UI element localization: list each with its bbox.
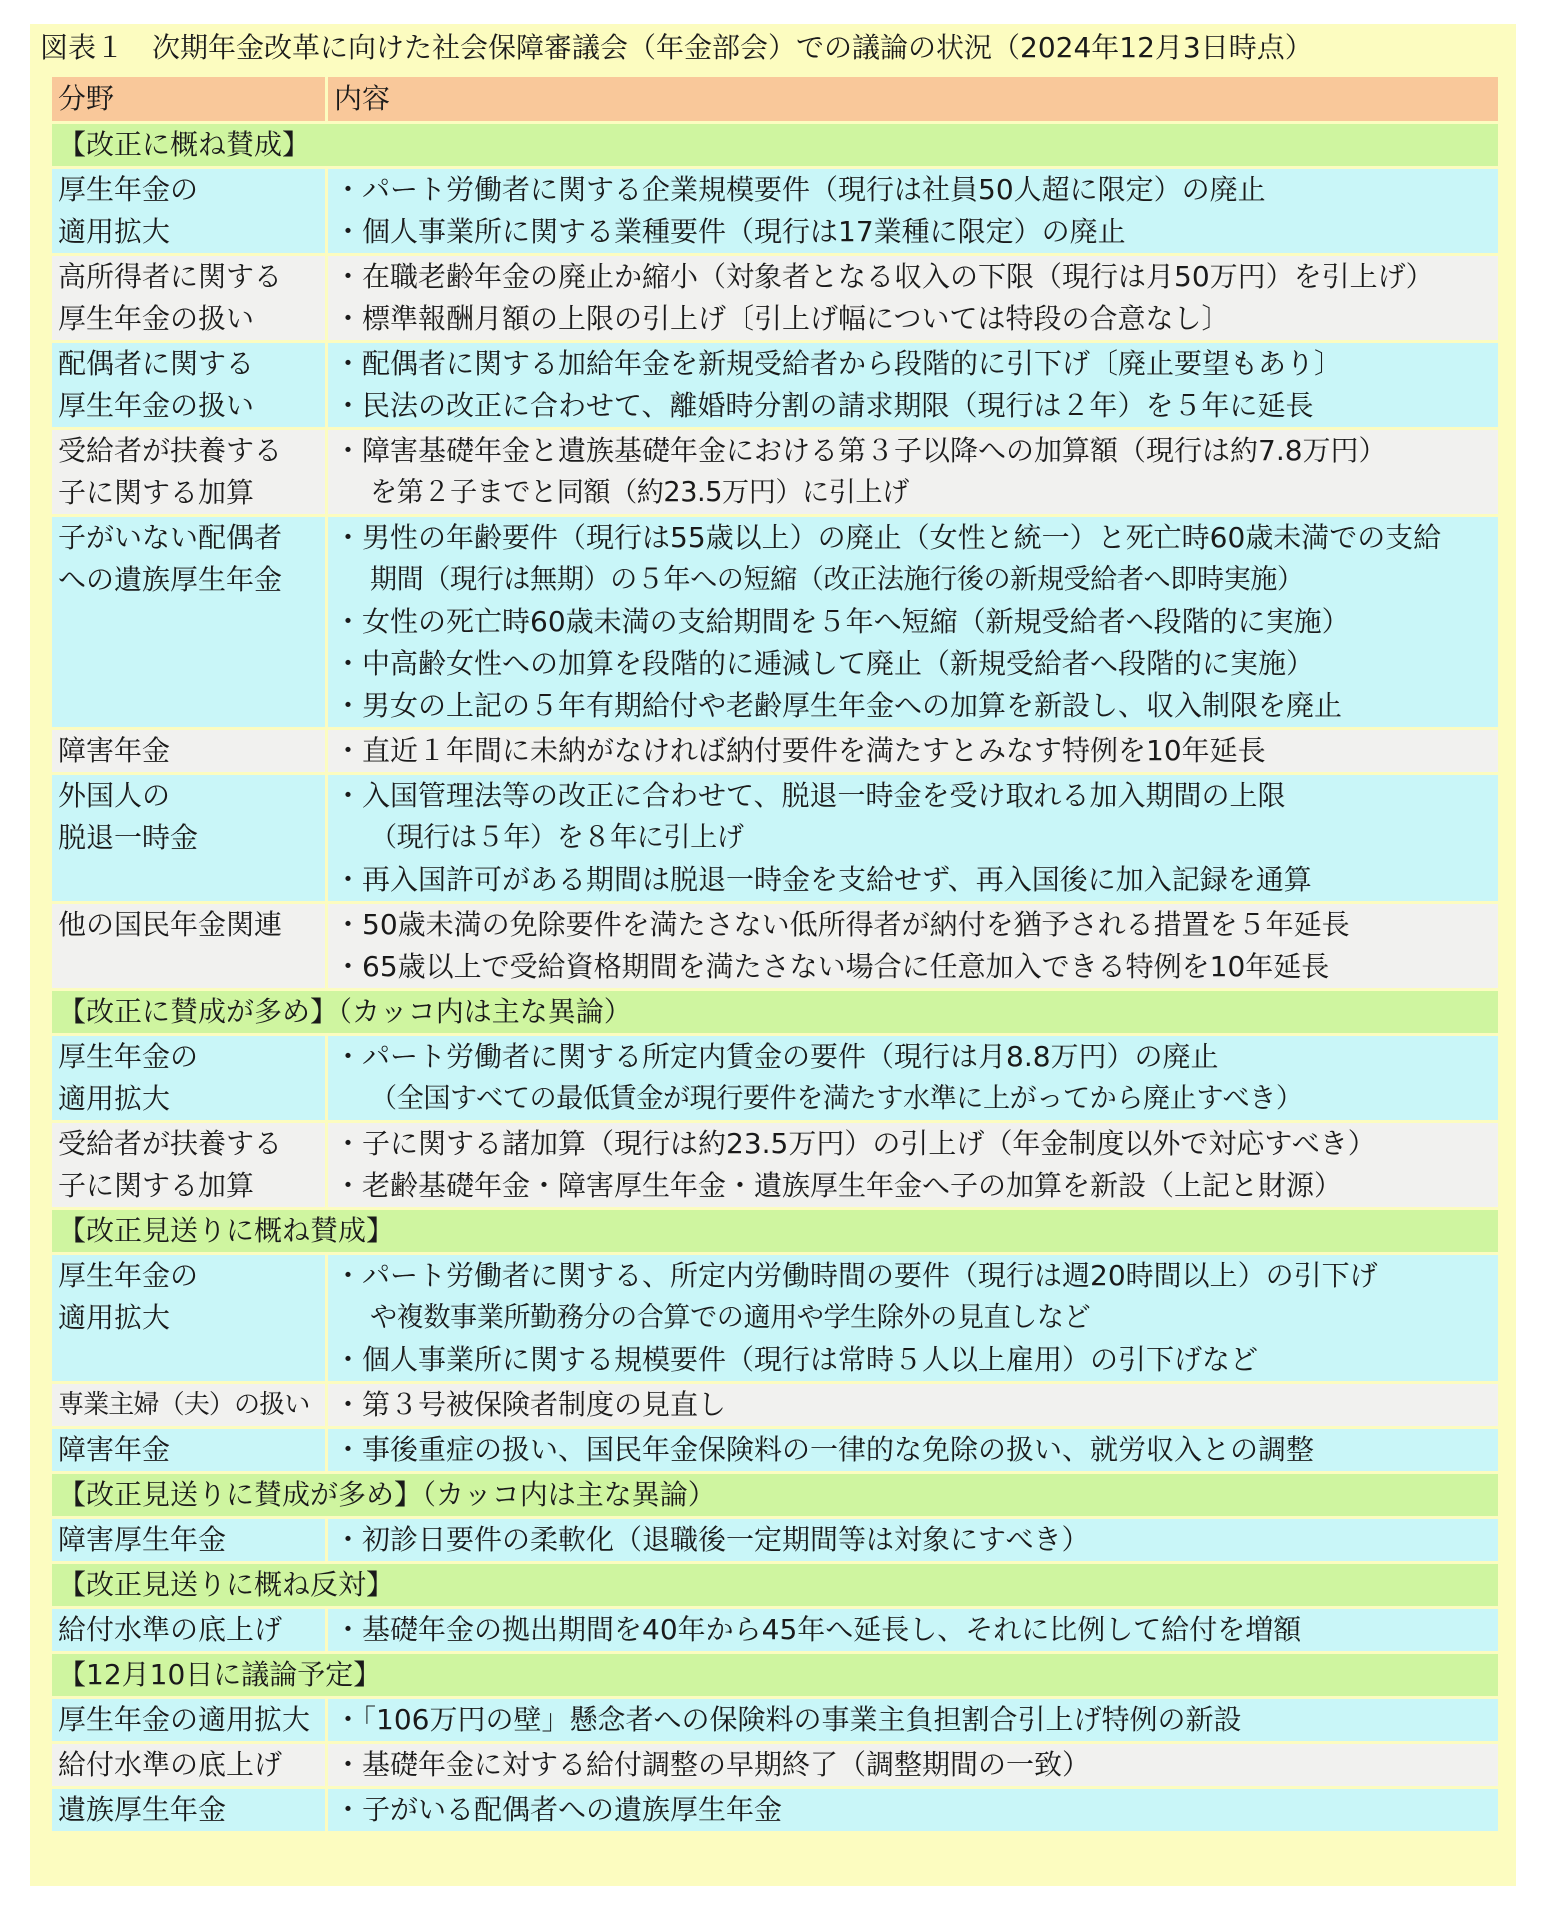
field-line: 厚生年金の: [58, 1040, 199, 1073]
section-label: 【改正見送りに賛成が多め】（カッコ内は主な異論）: [52, 1474, 1498, 1516]
content-item: ・事後重症の扱い、国民年金保険料の一律的な免除の扱い、就労収入との調整: [334, 1433, 1315, 1466]
field-cell: [52, 904, 328, 988]
table-row: [52, 1384, 1498, 1426]
content-item: ・中高齢女性への加算を段階的に逓減して廃止（新規受給者へ段階的に実施）: [334, 647, 1315, 680]
field-line: 受給者が扶養する: [58, 1127, 283, 1160]
table-row: [52, 1429, 1498, 1471]
field-line: 厚生年金の扱い: [58, 389, 255, 422]
field-cell: [52, 343, 328, 427]
field-line: 厚生年金の適用拡大: [58, 1703, 311, 1736]
field-line: 適用拡大: [58, 1301, 171, 1334]
content-item: ・男女の上記の５年有期給付や老齢厚生年金への加算を新設し、収入制限を廃止: [334, 689, 1343, 722]
content-item: を第２子までと同額（約23.5万円）に引上げ: [370, 477, 909, 508]
section-row: [52, 1474, 1498, 1516]
field-line: 適用拡大: [58, 215, 171, 248]
content-cell: [328, 1609, 1498, 1651]
content-item: ・基礎年金の拠出期間を40年から45年へ延長し、それに比例して給付を増額: [334, 1613, 1302, 1646]
table-row: [52, 904, 1498, 988]
field-line: 障害厚生年金: [58, 1523, 227, 1556]
content-cell: [328, 1744, 1498, 1786]
field-cell: [52, 169, 328, 253]
field-cell: [52, 1699, 328, 1741]
content-cell: [328, 1519, 1498, 1561]
content-item: ・直近１年間に未納がなければ納付要件を満たすとみなす特例を10年延長: [334, 734, 1266, 767]
field-line: 障害年金: [58, 1433, 171, 1466]
field-cell: [52, 1744, 328, 1786]
content-cell: [328, 1036, 1498, 1120]
table-row: [52, 1699, 1498, 1741]
content-item: ・入国管理法等の改正に合わせて、脱退一時金を受け取れる加入期間の上限: [334, 779, 1286, 812]
section-row: [52, 124, 1498, 166]
section-label: 【改正見送りに概ね反対】: [52, 1564, 1498, 1606]
field-cell: [52, 1255, 328, 1381]
content-cell: [328, 1384, 1498, 1426]
field-line: 脱退一時金: [58, 821, 199, 854]
content-item: ・子に関する諸加算（現行は約23.5万円）の引上げ（年金制度以外で対応すべき）: [334, 1127, 1376, 1160]
field-line: 高所得者に関する: [58, 260, 283, 293]
table-row: [52, 256, 1498, 340]
content-cell: [328, 256, 1498, 340]
table-row: [52, 517, 1498, 727]
field-line: 外国人の: [58, 779, 171, 812]
field-cell: [52, 1429, 328, 1471]
field-line: 配偶者に関する: [58, 347, 255, 380]
field-line: への遺族厚生年金: [58, 563, 283, 596]
content-cell: [328, 730, 1498, 772]
field-line: 受給者が扶養する: [58, 434, 283, 467]
field-cell: [52, 256, 328, 340]
field-cell: [52, 1609, 328, 1651]
field-cell: [52, 1384, 328, 1426]
field-line: 厚生年金の扱い: [58, 302, 255, 335]
content-item: ・男性の年齢要件（現行は55歳以上）の廃止（女性と統一）と死亡時60歳未満での支給: [334, 521, 1442, 554]
content-item: ・女性の死亡時60歳未満の支給期間を５年へ短縮（新規受給者へ段階的に実施）: [334, 605, 1350, 638]
table-header-row: [52, 77, 1498, 121]
field-line: 厚生年金の: [58, 173, 199, 206]
table-row: [52, 1255, 1498, 1381]
field-cell: [52, 1519, 328, 1561]
field-line: 他の国民年金関連: [58, 908, 283, 941]
section-label: 【12月10日に議論予定】: [52, 1654, 1498, 1696]
field-line: 子に関する加算: [58, 1169, 255, 1202]
table-row: [52, 1609, 1498, 1651]
content-item: ・初診日要件の柔軟化（退職後一定期間等は対象にすべき）: [334, 1523, 1090, 1556]
table-row: [52, 1519, 1498, 1561]
content-item: ・パート労働者に関する企業規模要件（現行は社員50人超に限定）の廃止: [334, 173, 1266, 206]
section-row: [52, 1564, 1498, 1606]
content-item: ・65歳以上で受給資格期間を満たさない場合に任意加入できる特例を10年延長: [334, 950, 1330, 983]
content-item: ・民法の改正に合わせて、離婚時分割の請求期限（現行は２年）を５年に延長: [334, 389, 1314, 422]
content-cell: [328, 904, 1498, 988]
section-row: [52, 1654, 1498, 1696]
field-line: 子に関する加算: [58, 476, 255, 509]
content-item: ・標準報酬月額の上限の引上げ〔引上げ幅については特段の合意なし〕: [334, 302, 1230, 335]
content-cell: [328, 343, 1498, 427]
field-cell: [52, 1123, 328, 1207]
section-label: 【改正見送りに概ね賛成】: [52, 1210, 1498, 1252]
section-row: [52, 991, 1498, 1033]
field-cell: [52, 1789, 328, 1831]
content-item: ・子がいる配偶者への遺族厚生年金: [334, 1793, 783, 1826]
field-line: 子がいない配偶者: [58, 521, 283, 554]
content-item: ・基礎年金に対する給付調整の早期終了（調整期間の一致）: [334, 1748, 1091, 1781]
table-row: [52, 343, 1498, 427]
table-row: [52, 1123, 1498, 1207]
field-line: 厚生年金の: [58, 1259, 199, 1292]
header-content: 内容: [328, 77, 1498, 121]
content-item: 期間（現行は無期）の５年への短縮（改正法施行後の新規受給者へ即時実施）: [370, 564, 1304, 595]
table-row: [52, 1036, 1498, 1120]
field-cell: [52, 1036, 328, 1120]
reform-table: [52, 74, 1498, 1834]
content-cell: [328, 1429, 1498, 1471]
field-line: 障害年金: [58, 734, 171, 767]
content-cell: [328, 775, 1498, 901]
table-row: [52, 775, 1498, 901]
content-item: ・パート労働者に関する所定内賃金の要件（現行は月8.8万円）の廃止: [334, 1040, 1219, 1073]
field-line: 専業主婦（夫）の扱い: [58, 1390, 310, 1420]
header-field: 分野: [52, 77, 328, 121]
content-item: ・障害基礎年金と遺族基礎年金における第３子以降への加算額（現行は約7.8万円）: [334, 434, 1387, 467]
content-item: ・「106万円の壁」懸念者への保険料の事業主負担割合引上げ特例の新設: [334, 1703, 1242, 1736]
table-row: [52, 1789, 1498, 1831]
content-item: ・配偶者に関する加給年金を新規受給者から段階的に引下げ〔廃止要望もあり〕: [334, 347, 1343, 380]
content-cell: [328, 517, 1498, 727]
content-item: ・在職老齢年金の廃止か縮小（対象者となる収入の下限（現行は月50万円）を引上げ）: [334, 260, 1434, 293]
content-cell: [328, 1123, 1498, 1207]
section-row: [52, 1210, 1498, 1252]
table-row: [52, 169, 1498, 253]
content-item: ・個人事業所に関する規模要件（現行は常時５人以上雇用）の引下げなど: [334, 1343, 1259, 1376]
field-line: 給付水準の底上げ: [58, 1613, 283, 1646]
content-item: ・再入国許可がある期間は脱退一時金を支給せず、再入国後に加入記録を通算: [334, 863, 1312, 896]
table-row: [52, 1744, 1498, 1786]
content-item: （全国すべての最低賃金が現行要件を満たす水準に上がってから廃止すべき）: [370, 1083, 1303, 1114]
field-cell: [52, 430, 328, 514]
content-cell: [328, 430, 1498, 514]
field-line: 適用拡大: [58, 1082, 171, 1115]
content-item: ・50歳未満の免除要件を満たさない低所得者が納付を猶予される措置を５年延長: [334, 908, 1350, 941]
content-cell: [328, 1789, 1498, 1831]
content-item: ・老齢基礎年金・障害厚生年金・遺族厚生年金へ子の加算を新設（上記と財源）: [334, 1169, 1343, 1202]
content-item: ・パート労働者に関する、所定内労働時間の要件（現行は週20時間以上）の引下げ: [334, 1259, 1378, 1292]
content-item: （現行は５年）を８年に引上げ: [370, 822, 744, 853]
field-line: 給付水準の底上げ: [58, 1748, 283, 1781]
field-line: 遺族厚生年金: [58, 1793, 227, 1826]
table-row: [52, 730, 1498, 772]
content-item: や複数事業所勤務分の合算での適用や学生除外の見直しなど: [370, 1302, 1091, 1333]
section-label: 【改正に賛成が多め】（カッコ内は主な異論）: [52, 991, 1498, 1033]
field-cell: [52, 730, 328, 772]
content-item: ・個人事業所に関する業種要件（現行は17業種に限定）の廃止: [334, 215, 1126, 248]
content-cell: [328, 1255, 1498, 1381]
content-item: ・第３号被保険者制度の見直し: [334, 1388, 727, 1421]
content-cell: [328, 1699, 1498, 1741]
figure-title: 図表１ 次期年金改革に向けた社会保障審議会（年金部会）での議論の状況（2024年12月3日時点）: [40, 31, 1313, 64]
field-cell: [52, 517, 328, 727]
figure-frame: [30, 24, 1516, 1886]
field-cell: [52, 775, 328, 901]
section-label: 【改正に概ね賛成】: [52, 124, 1498, 166]
table-row: [52, 430, 1498, 514]
content-cell: [328, 169, 1498, 253]
